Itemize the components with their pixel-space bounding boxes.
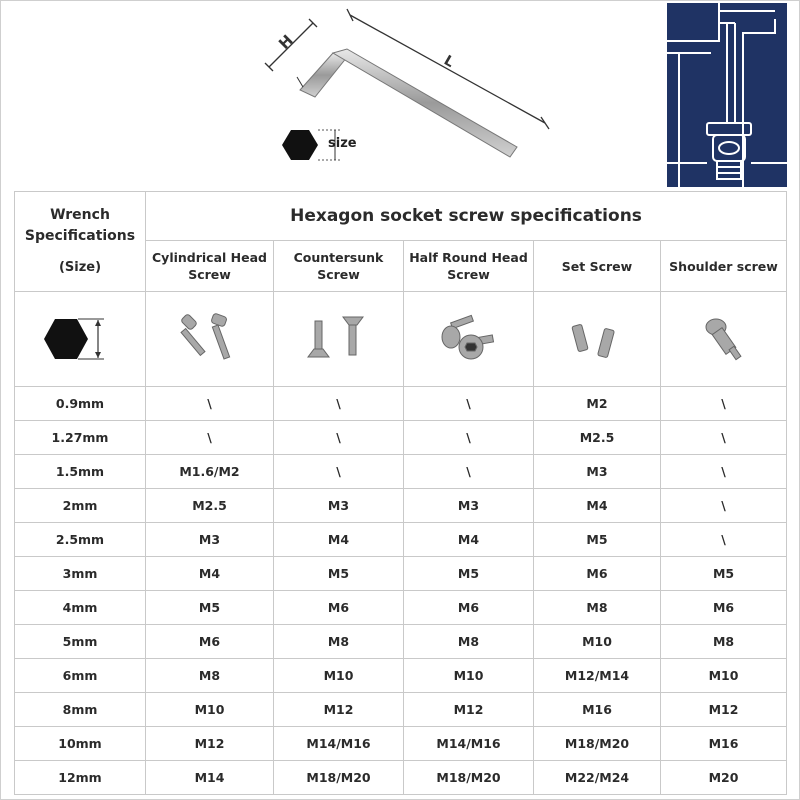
cylindrical-screw-cell: M4 bbox=[146, 557, 274, 591]
shoulder-screw-cell: M8 bbox=[661, 625, 787, 659]
table-row bbox=[15, 693, 787, 727]
half-round-screw-cell: \ bbox=[404, 421, 534, 455]
cylindrical-screw-cell: M10 bbox=[146, 693, 274, 727]
shoulder-screw-cell: \ bbox=[661, 489, 787, 523]
table-row bbox=[15, 557, 787, 591]
half-round-screw-cell: M6 bbox=[404, 591, 534, 625]
countersunk-screw-icon bbox=[299, 309, 379, 369]
wrench-size-cell: 5mm bbox=[15, 625, 146, 659]
half-round-screw-cell: \ bbox=[404, 387, 534, 421]
set-screw-cell: M5 bbox=[534, 523, 661, 557]
half-round-screw-cell: M14/M16 bbox=[404, 727, 534, 761]
half-round-screw-cell: M5 bbox=[404, 557, 534, 591]
countersunk-screw-cell: M3 bbox=[274, 489, 404, 523]
countersunk-screw-cell: \ bbox=[274, 387, 404, 421]
cylindrical-screw-cell: \ bbox=[146, 421, 274, 455]
shoulder-screw-cell: \ bbox=[661, 455, 787, 489]
wrench-size-cell: 1.5mm bbox=[15, 455, 146, 489]
cylindrical-screw-cell: M1.6/M2 bbox=[146, 455, 274, 489]
hexagon-end-icon bbox=[282, 130, 318, 160]
dimension-h-label: H bbox=[275, 31, 297, 53]
hexagon-icon bbox=[40, 314, 120, 364]
table-row bbox=[15, 625, 787, 659]
cylindrical-screw-icon bbox=[170, 309, 250, 369]
countersunk-screw-cell: M6 bbox=[274, 591, 404, 625]
table-row bbox=[15, 455, 787, 489]
set-screw-cell: M22/M24 bbox=[534, 761, 661, 795]
set-screw-cell: M12/M14 bbox=[534, 659, 661, 693]
size-label: size bbox=[328, 136, 357, 151]
set-screw-cell: M10 bbox=[534, 625, 661, 659]
wrench-size-cell: 4mm bbox=[15, 591, 146, 625]
wrench-size-cell: 12mm bbox=[15, 761, 146, 795]
set-screw-icon bbox=[557, 309, 637, 369]
main-header: Hexagon socket screw specifications bbox=[146, 192, 787, 241]
wrench-size-cell: 10mm bbox=[15, 727, 146, 761]
col-header-cylindrical: Cylindrical Head Screw bbox=[146, 241, 274, 292]
spec-rows bbox=[15, 387, 787, 795]
table-row bbox=[15, 387, 787, 421]
set-screw-cell: M3 bbox=[534, 455, 661, 489]
countersunk-screw-cell: M4 bbox=[274, 523, 404, 557]
dimension-l-label: L bbox=[441, 52, 457, 71]
set-screw-cell: M6 bbox=[534, 557, 661, 591]
countersunk-screw-cell: M5 bbox=[274, 557, 404, 591]
wrench-size-cell: 8mm bbox=[15, 693, 146, 727]
shoulder-screw-cell: M20 bbox=[661, 761, 787, 795]
shoulder-screw-image bbox=[661, 292, 787, 387]
half-round-screw-cell: M3 bbox=[404, 489, 534, 523]
cylindrical-screw-cell: M2.5 bbox=[146, 489, 274, 523]
spec-table bbox=[14, 191, 787, 795]
shoulder-screw-cell: \ bbox=[661, 523, 787, 557]
table-row bbox=[15, 727, 787, 761]
wrench-size-cell: 0.9mm bbox=[15, 387, 146, 421]
cylindrical-screw-cell: \ bbox=[146, 387, 274, 421]
half-round-screw-cell: M8 bbox=[404, 625, 534, 659]
shoulder-screw-cell: \ bbox=[661, 421, 787, 455]
wrench-size-cell: 3mm bbox=[15, 557, 146, 591]
shoulder-screw-cell: M5 bbox=[661, 557, 787, 591]
table-row bbox=[15, 523, 787, 557]
col-header-shoulder: Shoulder screw bbox=[661, 241, 787, 292]
half-round-screw-cell: M12 bbox=[404, 693, 534, 727]
shoulder-screw-cell: M12 bbox=[661, 693, 787, 727]
countersunk-screw-cell: M10 bbox=[274, 659, 404, 693]
cylindrical-screw-cell: M12 bbox=[146, 727, 274, 761]
wrench-size-cell: 2mm bbox=[15, 489, 146, 523]
set-screw-cell: M4 bbox=[534, 489, 661, 523]
countersunk-screw-cell: \ bbox=[274, 421, 404, 455]
cylindrical-screw-image bbox=[146, 292, 274, 387]
countersunk-screw-cell: M8 bbox=[274, 625, 404, 659]
set-screw-cell: M18/M20 bbox=[534, 727, 661, 761]
half-round-screw-cell: \ bbox=[404, 455, 534, 489]
table-row bbox=[15, 489, 787, 523]
countersunk-screw-cell: M18/M20 bbox=[274, 761, 404, 795]
set-screw-cell: M2.5 bbox=[534, 421, 661, 455]
shoulder-screw-cell: M10 bbox=[661, 659, 787, 693]
set-screw-cell: M8 bbox=[534, 591, 661, 625]
hexagon-size-cell bbox=[15, 292, 146, 387]
shoulder-screw-cell: M16 bbox=[661, 727, 787, 761]
set-screw-cell: M2 bbox=[534, 387, 661, 421]
table-row bbox=[15, 421, 787, 455]
col-header-set: Set Screw bbox=[534, 241, 661, 292]
cylindrical-screw-cell: M6 bbox=[146, 625, 274, 659]
cylindrical-screw-cell: M14 bbox=[146, 761, 274, 795]
half-round-screw-cell: M4 bbox=[404, 523, 534, 557]
table-row bbox=[15, 761, 787, 795]
brand-logo bbox=[667, 3, 787, 187]
col-header-half-round: Half Round Head Screw bbox=[404, 241, 534, 292]
cylindrical-screw-cell: M3 bbox=[146, 523, 274, 557]
table-row bbox=[15, 591, 787, 625]
col-header-countersunk: Countersunk Screw bbox=[274, 241, 404, 292]
shoulder-screw-icon bbox=[684, 309, 764, 369]
cylindrical-screw-cell: M8 bbox=[146, 659, 274, 693]
half-round-screw-cell: M10 bbox=[404, 659, 534, 693]
wrench-size-cell: 6mm bbox=[15, 659, 146, 693]
wrench-spec-header bbox=[15, 192, 146, 292]
wrench-size-cell: 1.27mm bbox=[15, 421, 146, 455]
half-round-screw-image bbox=[404, 292, 534, 387]
wrench-sub-header: (Size) bbox=[58, 260, 102, 275]
countersunk-screw-cell: M12 bbox=[274, 693, 404, 727]
shoulder-screw-cell: \ bbox=[661, 387, 787, 421]
button-head-screw-icon bbox=[429, 309, 509, 369]
hex-key-illustration bbox=[255, 5, 555, 180]
half-round-screw-cell: M18/M20 bbox=[404, 761, 534, 795]
countersunk-screw-image bbox=[274, 292, 404, 387]
cylindrical-screw-cell: M5 bbox=[146, 591, 274, 625]
wrench-size-cell: 2.5mm bbox=[15, 523, 146, 557]
countersunk-screw-cell: \ bbox=[274, 455, 404, 489]
wrench-header-text: Wrench Specifications bbox=[24, 207, 136, 244]
set-screw-image bbox=[534, 292, 661, 387]
table-row bbox=[15, 659, 787, 693]
set-screw-cell: M16 bbox=[534, 693, 661, 727]
shoulder-screw-cell: M6 bbox=[661, 591, 787, 625]
countersunk-screw-cell: M14/M16 bbox=[274, 727, 404, 761]
